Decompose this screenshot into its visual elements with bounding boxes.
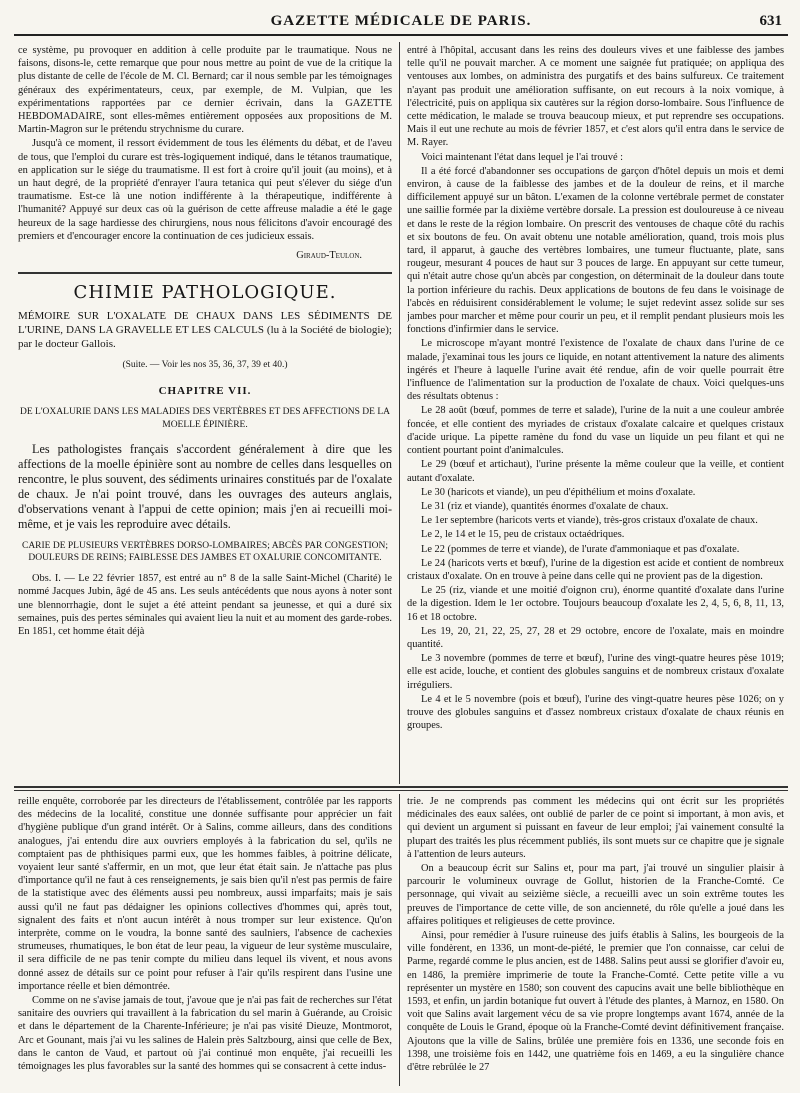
paragraph: Voici maintenant l'état dans lequel je l'ai trouvé : bbox=[421, 151, 624, 163]
intro-paragraph: Les pathologistes français s'accordent généralement à dire que les affections de la moelle épinière sont au nombre de celles dans lesquelles on rencontre, le plus souvent, des sédiments urinaires constitués par de l'oxalate de chaux. Je n'ai point trouvé, dans les ouvrages des auteurs anglais, d'observations venant à l'appui de cette opinion; mais j'en ai recueilli moi-même, et je vais les reproduire avec détails. bbox=[18, 442, 392, 532]
observation-entry: Le 30 (haricots et viande), un peu d'épithélium et moins d'oxalate. bbox=[421, 486, 696, 498]
bottom-left-column bbox=[18, 795, 392, 1085]
page-number: 631 bbox=[759, 13, 782, 29]
paragraph: Le microscope m'ayant montré l'existence de l'oxalate de chaux dans l'urine de ce malade, j'examinai tous les jours ce liquide, en notant attentivement la nature des aliments ingérés et l'heure à laquelle l'urine avait été rendue, afin de voir quelle pourrait être l'influence de l'alimentation sur la production de l'oxalate de chaux. Voici quelques-uns des résultats obtenus : bbox=[407, 338, 784, 403]
observation-entry: Le 31 (riz et viande), quantités énormes d'oxalate de chaux. bbox=[421, 500, 669, 512]
paragraph: Il a été forcé d'abandonner ses occupations de garçon d'hôtel depuis un mois et demi environ, à cause de la faiblesse des jambes et de la douleur de reins, et il marche difficilement appuyé sur un bâton. L'examen de la colonne vertébrale permet de constater une saillie formée par la dixième vertèbre dorsale. La pression est douloureuse à ce niveau et dans le reste de la région lombaire. On prescrit des ventouses de chaque côté du rachis et six boutons de feu. On avait obtenu une notable amélioration, quand, trois mois plus tard, il apparut, à gauche des vertèbres lombaires, une tumeur fluctuante, plate, sans rougeur, mesurant 4 pouces de haut sur 3 pouces de large. En appuyant sur cette tumeur, qui n'était autre chose qu'un abcès par congestion, on déterminait de la douleur dans toute la portion inférieure du rachis. Deux applications de boutons de feu dans le voisinage de l'abcès en réduisirent considérablement le volume; le sujet redevint assez solide sur ses jambes pour marcher et même pour courir un peu, et il remplit pendant plusieurs mois les fonctions d'infirmier dans le service. bbox=[407, 165, 784, 336]
observation-entry: Le 25 (riz, viande et une moitié d'oignon cru), énorme quantité d'oxalate dans l'urine de la digestion. Idem le 1er octobre. Toujours beaucoup d'oxalate les 2, 4, 5, 6, 8, 11, 13, 16 et 18 octobre. bbox=[407, 585, 784, 623]
observation-entry: Le 1er septembre (haricots verts et viande), très-gros cristaux d'oxalate de chaux. bbox=[421, 515, 758, 527]
chapter-subtitle: DE L'OXALURIE DANS LES MALADIES DES VERTÈBRES ET DES AFFECTIONS DE LA MOELLE ÉPINIÈRE. bbox=[20, 406, 390, 431]
continuation-note: (Suite. — Voir les nos 35, 36, 37, 39 et 40.) bbox=[122, 360, 288, 371]
paragraph: On a beaucoup écrit sur Salins et, pour ma part, j'ai trouvé un singulier plaisir à parcourir le volumineux ouvrage de Gollut, historien de la Franche-Comté. Ce personnage, qui vivait au seizième siècle, a recueilli avec un soin extrême toutes les preuves de l'importance de cette ville, de son ancienneté, du rôle qu'elle a joué dans les affaires politiques et religieuses de cette province. bbox=[407, 863, 784, 927]
chapter-heading: CHAPITRE VII. bbox=[158, 384, 252, 397]
paragraph: entré à l'hôpital, accusant dans les reins des douleurs vives et une faiblesse des jambes telle qu'il ne pouvait marcher. A ce moment une saignée fut pratiquée; on appliqua des ventouses aux lombes, on administra des purgatifs et des bains sulfureux. Ce traitement n'ayant pas produit une amélioration suffisante, on eut recours à la noix vomique, à l'électricité, puis on appliqua six cautères sur la région dorso-lombaire. Sous l'influence de cette médication, le malade se trouva beaucoup mieux, et put reprendre ses occupations. Mais il eut une rechute au mois de février 1857, et c'est alors qu'il entra dans le service de M. Rayer. bbox=[407, 45, 784, 149]
paragraph: ce système, pu provoquer en addition à celle produite par le traumatique. Nous ne faisons, disons-le, cette remarque que pour nous mettre au point de vue de la critique la plus distante de celle de l'école de M. Cl. Bernard; car il nous semble par les témoignages généraux des expérimentateurs, ceux, par exemple, de M. Vulpian, que les expérimentations rapportées par ce dernier écrivain, dans la GAZETTE HEBDOMADAIRE, sont elles-mêmes entièrement opposées aux propositions de M. Martin-Magron sur le prétendu strychnisme du curare. bbox=[18, 45, 392, 136]
section-title: CHIMIE PATHOLOGIQUE. bbox=[73, 282, 337, 304]
observation-paragraph: Obs. I. — Le 22 février 1857, est entré au n° 8 de la salle Saint-Michel (Charité) le nommé Jacques Jubin, âgé de 45 ans. Les seuls antécédents que nous ayons à noter sont une blennorrhagie, dont le sujet a été atteint pendant sa jeunesse, et qui a duré six semaines, puis des pertes séminales qui avaient lieu la nuit et au moment des garde-robes. En 1851, cet homme était déjà bbox=[18, 573, 392, 638]
observation-entry: Le 29 (bœuf et artichaut), l'urine présente la même couleur que la veille, et contient autant d'oxalate. bbox=[407, 459, 784, 484]
observation-entry: Le 3 novembre (pommes de terre et bœuf), l'urine des vingt-quatre heures pèse 1019; elle est acide, louche, et contient des globules sanguins et de nombreux cristaux d'oxalate irréguliers. bbox=[407, 653, 784, 691]
observation-entry: Le 24 (haricots verts et bœuf), l'urine de la digestion est acide et contient de nombreux cristaux d'oxalate. On en trouve à peine dans celle qui ne provient pas de la digestion. bbox=[407, 557, 784, 582]
column-rule bbox=[399, 794, 400, 1086]
bottom-right-column bbox=[407, 795, 784, 1085]
observation-entry: Le 28 août (bœuf, pommes de terre et salade), l'urine de la nuit a une couleur ambrée foncée, et elle contient des myriades de cristaux d'oxalate calcaire et quelques cristaux d'acide urique. La pipette ramène du fond du vase un liquide un peu filant et qui ne contient pourtant point d'animalcules. bbox=[407, 405, 784, 457]
top-right-column bbox=[407, 44, 784, 779]
paragraph: Ainsi, pour remédier à l'usure ruineuse des juifs établis à Salins, les bourgeois de la ville fondèrent, en 1336, un mont-de-piété, le premier que l'on connaisse, car celui de Parme, regardé comme le plus ancien, est de 1488. Salins peut aussi se glorifier d'avoir eu, en 1486, la première imprimerie de toute la Franche-Comté. Cette petite ville a vu représenter un mystère en 1580; son couvent des capucins avait une belle bibliothèque en 1593, et enfin, un jardin botanique fut ouvert à l'étude des plantes, à Marnoz, en 1580. On voit que Salins avait largement vécu de sa vie propre longtemps avant 1674, année de la conquête de Louis le Grand, époque où la Franche-Comté devint définitivement française. Ajoutons que la ville de Salins, brûlée une première fois en 1336, une seconde fois en 1398, une troisième fois en 1442, une quatrième fois en 1469, a eu la singulière chance d'être rebrûlée le 27 bbox=[407, 930, 784, 1074]
observation-entry: Le 2, le 14 et le 15, peu de cristaux octaédriques. bbox=[421, 529, 625, 541]
page-header bbox=[14, 6, 788, 36]
top-left-column bbox=[18, 44, 392, 779]
memoir-title: MÉMOIRE SUR L'OXALATE DE CHAUX DANS LES SÉDIMENTS DE L'URINE, DANS LA GRAVELLE ET LES CALCULS (lu à la Société de biologie); par le docteur Gallois. bbox=[18, 310, 392, 351]
case-heading: CARIE DE PLUSIEURS VERTÈBRES DORSO-LOMBAIRES; ABCÈS PAR CONGESTION; DOULEURS DE REINS; FAIBLESSE DES JAMBES ET OXALURIE CONCOMITANTE. bbox=[21, 541, 389, 564]
section-divider bbox=[18, 272, 392, 274]
feuilleton-rule-inner bbox=[14, 790, 788, 791]
observation-entry: Le 4 et le 5 novembre (pois et bœuf), l'urine des vingt-quatre heures pèse 1026; on y trouve des globules sanguins et d'assez nombreux cristaux d'oxalate de chaux réunis en groupes. bbox=[407, 693, 784, 732]
feuilleton-rule bbox=[14, 786, 788, 788]
paragraph: Jusqu'à ce moment, il ressort évidemment de tous les éléments du débat, et de l'aveu de tous, que l'emploi du curare est très-logiquement indiqué, dans le tétanos traumatique, en application sur le siége du traumatisme. Il est fort à croire qu'il jouit (au moins), et à un haut degré, de la propriété d'enrayer l'aura tetanica qui peut s'élever du siége d'un traumatisme. Est-ce là une notion indifférente à la thérapeutique, indifférente à l'humanité? Appuyé sur deux cas où la guérison de cette affreuse maladie a été le gage heureux de la sage hardiesse des chirurgiens, nous nous félicitons d'avoir encouragé des premiers et d'encourager encore la continuation de ces judicieux essais. bbox=[18, 138, 392, 242]
paragraph: Comme on ne s'avise jamais de tout, j'avoue que je n'ai pas fait de recherches sur l'état sanitaire des ouvriers qui travaillent à la fabrication du sel marin à Guérande, au Croisic et dans le département de la Charente-Inférieure; je n'ai pas visité Dieuze, Montmorot, Arc et Gounant, mais j'ai vu les salines de Halein près Saltzbourg, ainsi que celle de Bex, dans le canton de Vaud, et partout où j'ai continué mon enquête, j'ai recueilli les témoignages les plus favorables sur la santé des hommes qui se consacrent à cette indus- bbox=[18, 995, 392, 1073]
newspaper-page bbox=[14, 6, 788, 1088]
journal-title: GAZETTE MÉDICALE DE PARIS. bbox=[270, 13, 532, 29]
paragraph: trie. Je ne comprends pas comment les médecins qui ont écrit sur les propriétés médicinales des eaux salées, ont oublié de parler de ce point si important, à mon avis, et qui devient un argument si puissant en faveur de leur emploi; j'ai vainement consulté la plupart des traités les plus récemment publiés, ils sont muets sur ce chapitre que je signale à l'attention de leurs auteurs. bbox=[407, 796, 784, 860]
column-rule bbox=[399, 42, 400, 784]
author-signature: Giraud-Teulon. bbox=[296, 250, 362, 262]
observation-entry: Le 22 (pommes de terre et viande), de l'urate d'ammoniaque et pas d'oxalate. bbox=[421, 543, 740, 555]
observation-entry: Les 19, 20, 21, 22, 25, 27, 28 et 29 octobre, encore de l'oxalate, mais en moindre quantité. bbox=[407, 625, 784, 650]
paragraph: reille enquête, corroborée par les directeurs de l'établissement, contrôlée par les rapports des médecins de la localité, constitue une donnée suffisante pour apprécier un fait d'hygiène publique d'un grand intérêt. Or à Salins, comme ailleurs, dans des conditions analogues, j'ai entendu dire aux ouvriers employés à la fabrication du sel, qu'ils ne comptaient pas de phthisiques parmi eux, que les hommes faibles, à poitrine délicate, voyaient leur santé s'affermir, en un mot, que leur état était sain. Je n'attache pas plus d'importance qu'il ne faut à ces renseignements, je sais bien qu'il n'est pas permis de faire de la statistique avec des éléments aussi peu nombreux, aussi imparfaits; mais je sais aussi qu'il ne faut pas dédaigner les opinions collectives d'hommes qui, après tout, signalent des faits et n'ont aucun intérêt à nous tromper sur leur existence. Qu'on interprète, comme on le voudra, la bonne santé des saulniers, l'absence de cachexies strumeuses, rhumatiques, le bon état de leur peau, la vigueur de leur système musculaire, il sera difficile de ne pas tenir compte du milieu dans lequel ils vivent, et nous avons donné assez de détails sur ce point pour refuser à l'air qu'ils respirent dans l'usine une importance réelle et bien démontrée. bbox=[18, 796, 392, 992]
